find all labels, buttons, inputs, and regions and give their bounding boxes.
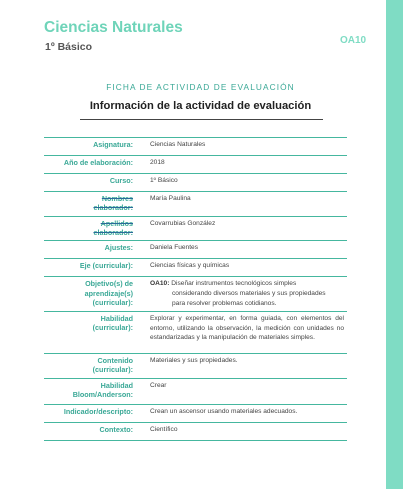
heading-underline [80,119,323,120]
row-value: Daniela Fuentes [147,241,347,259]
row-value: María Paulina [147,192,347,217]
row-label [44,378,147,404]
table-row [44,241,347,259]
objective-code-label: OA10: [150,280,170,288]
table-row [44,354,347,379]
table-row [44,174,347,192]
table-row [44,378,347,404]
row-label: Ajustes: [44,241,147,259]
value-line: para resolver problemas cotidianos. [172,299,277,307]
row-label: Eje (curricular): [44,259,147,277]
row-label: Asignatura: [44,138,147,156]
label-line: elaborador: [93,203,133,213]
table-row [44,138,347,156]
value-line: considerando diversos materiales y sus propiedades [172,289,326,297]
table-row [44,312,347,354]
label-line: elaborador: [93,228,133,238]
table-row [44,259,347,277]
row-value: Explorar y experimentar, en forma guiada, con elementos del entorno, utilizando la observación, la medición con unidades no estandarizadas y la manipulación de materiales simples. [147,312,347,354]
row-label: Año de elaboración: [44,156,147,174]
row-label: Curso: [44,174,147,192]
document-kicker: FICHA DE ACTIVIDAD DE EVALUACIÓN [106,82,295,92]
row-label [44,192,147,217]
label-line: (curricular): [92,298,133,308]
row-label [44,312,147,354]
row-value: Covarrubias González [147,216,347,241]
label-line: (curricular): [92,365,133,375]
row-label: Contexto: [44,422,147,440]
table-row [44,216,347,241]
row-label [44,216,147,241]
label-line: Contenido [97,356,133,366]
label-line: (curricular): [92,323,133,333]
row-label [44,354,147,379]
table-row [44,422,347,440]
decorative-side-band [386,0,403,489]
label-line: Habilidad [100,380,133,390]
row-value: Ciencias físicas y químicas [147,259,347,277]
table-row [44,277,347,312]
row-value: Científico [147,422,347,440]
label-line: Bloom/Anderson: [72,390,133,400]
row-value: 1º Básico [147,174,347,192]
table-row [44,192,347,217]
row-label: Indicador/descripto: [44,404,147,422]
row-value: 2018 [147,156,347,174]
row-label [44,277,147,312]
evaluation-info-table [44,137,347,441]
row-value: Crear [147,378,347,404]
row-value: Materiales y sus propiedades. [147,354,347,379]
row-value [147,277,347,312]
value-line: Diseñar instrumentos tecnológicos simples [171,280,297,288]
grade-subtitle: 1º Básico [45,41,93,53]
row-value: Crean un ascensor usando materiales adecuados. [147,404,347,422]
label-line: Nombres [101,194,133,203]
row-value: Ciencias Naturales [147,138,347,156]
document-heading: Información de la actividad de evaluación [89,100,312,112]
table-row [44,156,347,174]
table-row [44,404,347,422]
objective-code: OA10 [340,35,367,46]
label-line: Apellidos [100,218,133,228]
label-line: Habilidad [100,314,133,324]
label-line: aprendizaje(s) [84,288,133,298]
label-line: Objetivo(s) de [85,279,133,289]
subject-title: Ciencias Naturales [44,19,183,36]
